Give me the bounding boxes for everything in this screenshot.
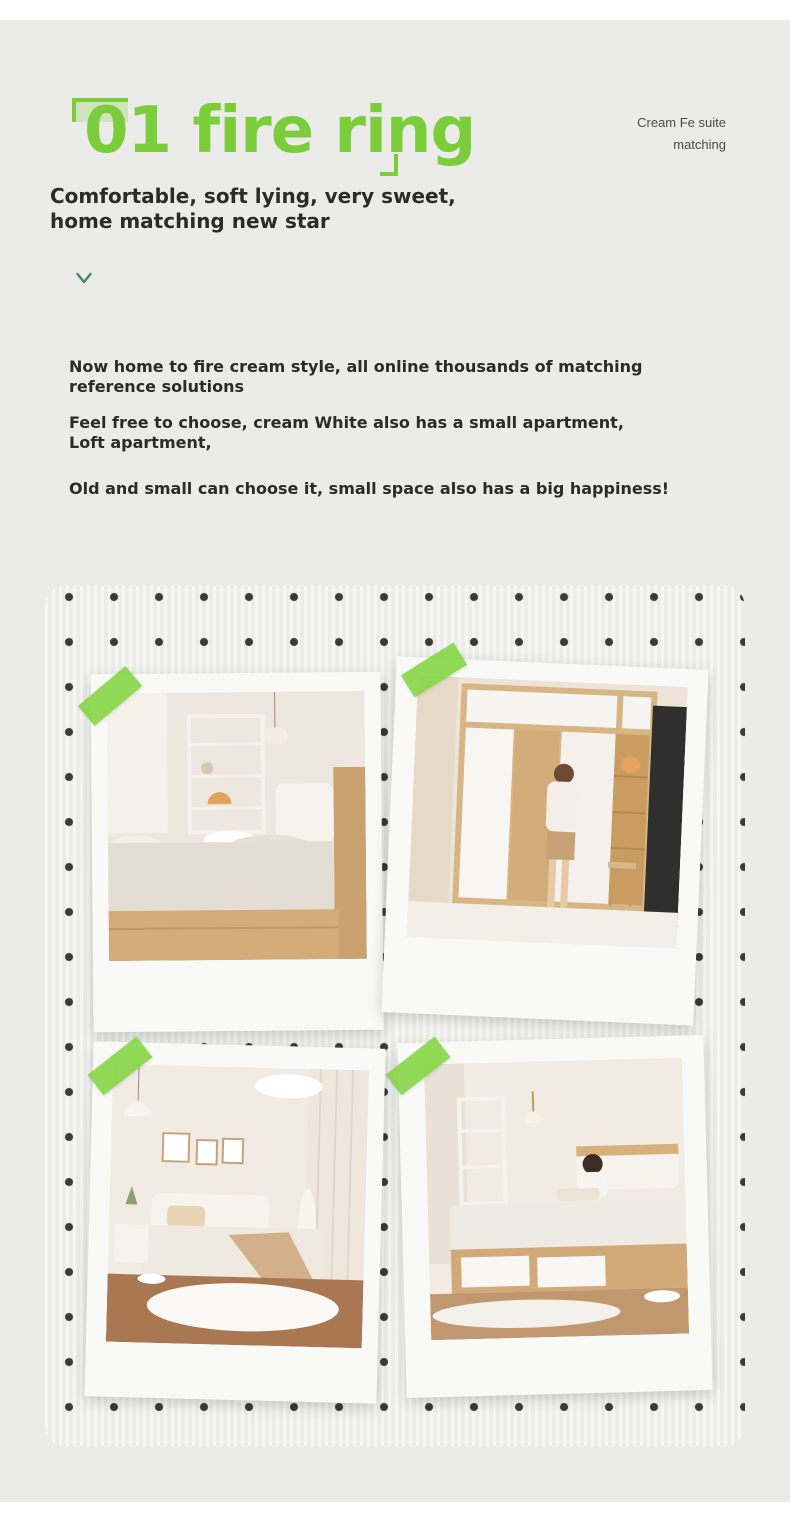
bed-with-storage-drawers-photo [424,1058,689,1341]
description-paragraph-3: Old and small can choose it, small space also has a big happiness! [69,479,670,498]
cream-bedroom-with-rug-photo [106,1064,369,1349]
suite-tag-line-2: matching [673,137,726,152]
title-bracket-bottom-right [380,154,398,176]
description-paragraph-1: Now home to fire cream style, all online thousands of matching reference solutions [69,357,643,396]
product-detail-page [0,20,790,1502]
wardrobe-with-woman-photo [407,675,688,949]
suite-tag [600,112,726,156]
photo-card-2 [381,656,708,1025]
section-subtitle: Comfortable, soft lying, very sweet, home matching new star [50,184,456,233]
description-paragraph-2: Feel free to choose, cream White also has a small apartment, Loft apartment, [69,413,624,452]
photo-card-1 [90,672,383,1033]
suite-tag-line-1: Cream Fe suite [637,115,726,130]
photo-card-4 [397,1035,712,1398]
pegboard-gallery [45,585,745,1447]
photo-card-3 [84,1041,385,1404]
bedroom-bed-with-shelf-photo [107,691,367,961]
section-title: 01 fire ring [84,94,476,168]
chevron-down-icon [76,272,92,284]
